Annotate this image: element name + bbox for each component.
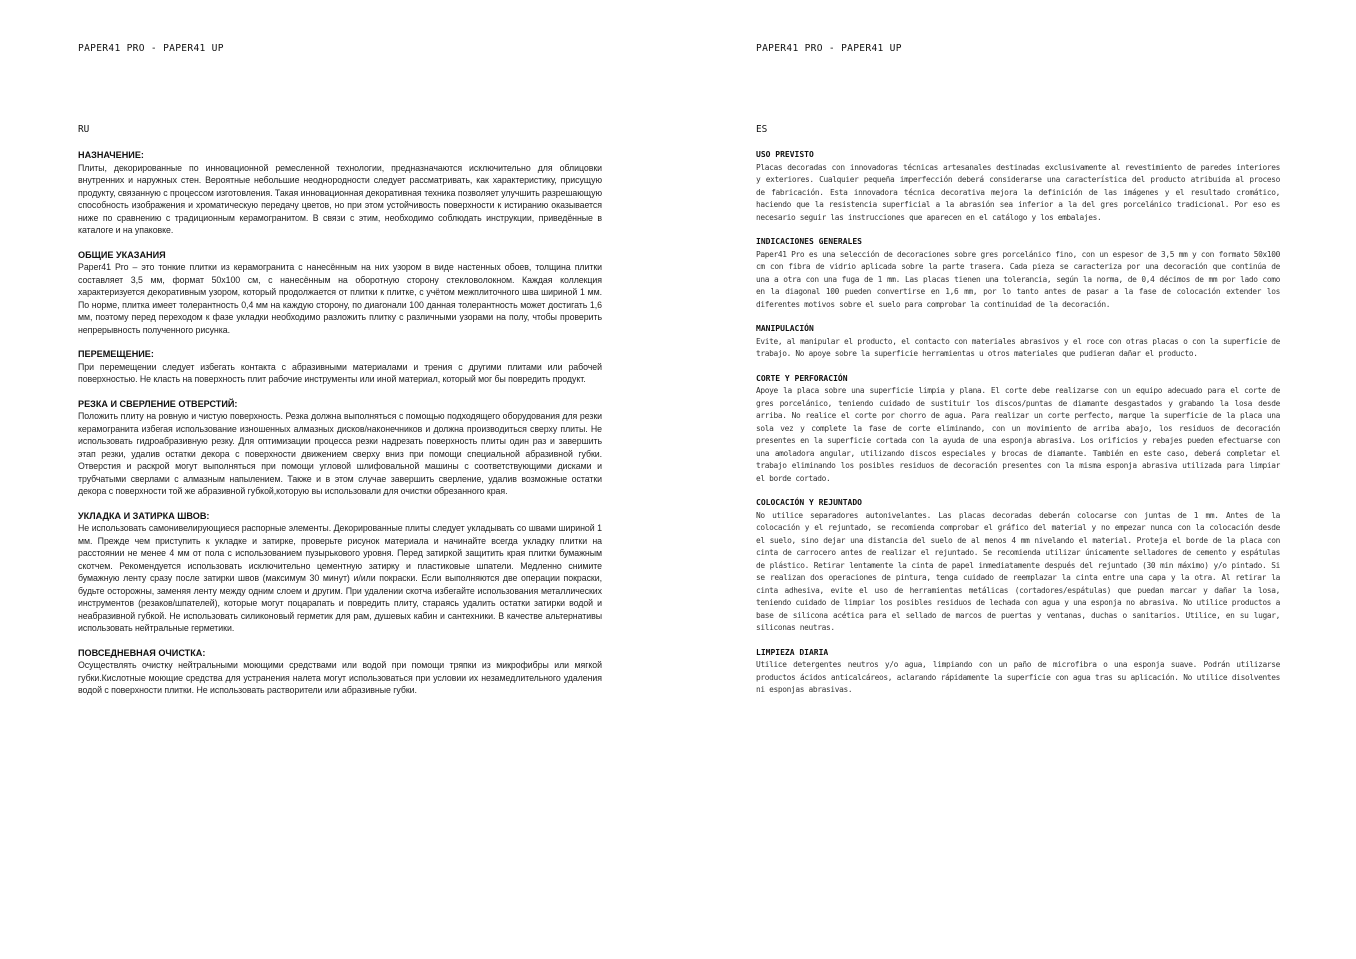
ru-section-handling	[78, 348, 602, 386]
es-section-intended-use	[756, 149, 1280, 224]
es-section-handling	[756, 323, 1280, 361]
section-text: No utilice separadores autonivelantes. Las placas decoradas deberán colocarse con juntas de 1 mm. Antes de la colocación y el rejuntado, se recomienda comprobar el gráfico del material y no empezar nunca con la colocación desde el suelo, sino dejar una distancia del suelo de al menos 4 mm nivelando el material. Proteja el borde de la placa con cinta de carrocero antes de realizar el rejuntado. Se recomienda utilizar únicamente selladores de cemento y espátulas de plástico. Retirar lentamente la cinta de papel inmediatamente después del rejuntado (30 min máximo) y/o pintado. Si se realizan dos operaciones de pintura, tenga cuidado de reemplazar la cinta entre una capa y la otra. Al retirar la cinta adhesiva, evite el uso de herramientas metálicas (cortadores/espátulas) que puedan marcar y dañar la losa, teniendo cuidado de limpiar los posibles residuos de lechada con agua y una esponja no abrasiva. No utilice productos a base de silicona acética para el sellado de marcos de puertas y ventanas, duchas o sanitarios. Utilice, en su lugar, siliconas neutras.	[756, 510, 1280, 632]
ru-section-general	[78, 249, 602, 337]
section-text: При перемещении следует избегать контакта с абразивными материалами и трения с другими плитами или рабочей поверхностью. Не класть на поверхность плит рабочие инструменты или иной материал, который мог бы повредить продукт.	[78, 361, 602, 384]
section-title: CORTE Y PERFORACIÓN	[756, 373, 848, 383]
section-text: Evite, al manipular el producto, el contacto con materiales abrasivos y el roce con otras placas o con la superficie de trabajo. No apoye sobre la superficie herramientas u otros materiales que pudieran dañar el producto.	[756, 336, 1280, 358]
ru-section-cleaning	[78, 647, 602, 697]
ru-body	[78, 149, 602, 709]
running-header-right: PAPER41 PRO - PAPER41 UP	[756, 43, 902, 54]
section-title: НАЗНАЧЕНИЕ:	[78, 150, 144, 160]
ru-section-intended-use	[78, 149, 602, 237]
section-text: Paper41 Pro – это тонкие плитки из керамогранита с нанесённым на них узором в виде настенных обоев, толщина плитки составляет 3,5 мм, формат 50x100 см, с нанесённым на оборотную сторону стекловолокном. Каждая коллекция характеризуется декоративным узором, который продолжается от плитки к плитке, с учётом межплиточного шва шириной 1 мм. По норме, плитка имеет толерантность 0,4 мм на каждую сторону, по диагонали 100 данная толерантность может достигать 1,6 мм, поэтому перед переходом к фазе укладки необходимо разложить плитку с различными узорами на полу, чтобы проверить непрерывность полученного рисунка.	[78, 262, 602, 335]
es-section-laying	[756, 497, 1280, 635]
ru-section-cutting	[78, 398, 602, 498]
section-text: Apoye la placa sobre una superficie limpia y plana. El corte debe realizarse con un equipo adecuado para el corte de gres porcelánico, teniendo cuidado de sustituir los discos/puntas de diamante desgastados y grabando la losa desde arriba. No realice el corte por chorro de agua. Para realizar un corte perfecto, marque la superficie de la placa una sola vez y complete la fase de corte eliminando, con un movimiento de arriba abajo, los residuos de decoración presentes en la superficie cortada con la ayuda de una esponja abrasiva. Los orificios y rebajes pueden efectuarse con una amoladora angular, utilizando discos especiales y brocas de diamante. También en este caso, deberá completar el trabajo eliminando los posibles residuos de decoración presentes con la misma esponja abrasiva utilizada para limpiar el borde cortado.	[756, 386, 1280, 483]
section-title: УКЛАДКА И ЗАТИРКА ШВОВ:	[78, 510, 210, 521]
es-section-cleaning	[756, 647, 1280, 697]
es-section-cutting	[756, 373, 1280, 486]
es-section-general	[756, 236, 1280, 311]
language-code-ru: RU	[78, 124, 90, 135]
section-text: Положить плиту на ровную и чистую поверхность. Резка должна выполняться с помощью подходящего оборудования для резки керамогранита избегая использование изношенных алмазных дисков/наконечников и должна производиться сверху плиты. Не использовать гидроабразивную резку. Для оптимизации процесса резки надрезать поверхность плиты один раз и завершить этап резки, удалив остатки декора с поверхности движением сверху вниз при помощи специальной абразивной губки. Отверстия и раскрой могут выполняться при помощи угловой шлифовальной машины с соответствующими дисками и трубчатыми сверлами с алмазным напылением. Также и в этом случае завершить сверление, удалив возможные остатки декора с поверхности той же абразивной губкой,которую вы использовали для очистки обрезанного края.	[78, 411, 602, 496]
es-body	[756, 149, 1280, 709]
section-title: USO PREVISTO	[756, 150, 814, 159]
section-title: ПОВСЕДНЕВНАЯ ОЧИСТКА:	[78, 647, 206, 658]
section-title: LIMPIEZA DIARIA	[756, 647, 829, 657]
running-header-left: PAPER41 PRO - PAPER41 UP	[78, 43, 224, 54]
section-title: ПЕРЕМЕЩЕНИЕ:	[78, 349, 154, 359]
section-text: Не использовать самонивелирующиеся распорные элементы. Декорированные плиты следует укладывать со швами шириной 1 мм. Прежде чем приступить к укладке и затирке, проверьте рисунок материала и начинайте всегда укладку плитки на расстоянии не менее 4 мм от пола с использованием пузырькового уровня. Перед затиркой защитить края плитки бумажным скотчем. Рекомендуется использовать исключительно цементную затирку и пластиковые шпатели. Медленно снимите бумажную ленту сразу после затирки швов (максимум 30 минут) и/или покраски. Если выполняются две операции покраски, будьте осторожны, заменяя ленту между одним слоем и другим. При удалении скотча избегайте использования металлических инструментов (резаков/шпателей), которые могут поцарапать и повредить плиту, стараясь удалить остатки затирки водой и неабразивной губкой. Не использовать силиконовый герметик для рам, душевых кабин и сантехники. В качестве альтернативы использовать нейтральные герметики.	[78, 523, 602, 633]
section-title: ОБЩИЕ УКАЗАНИЯ	[78, 249, 166, 260]
page-ru	[78, 0, 602, 959]
section-title: РЕЗКА И СВЕРЛЕНИЕ ОТВЕРСТИЙ:	[78, 398, 238, 409]
section-text: Utilice detergentes neutros y/o agua, limpiando con un paño de microfibra o una esponja suave. Podrán utilizarse productos ácidos anticalcáreos, aclarando rápidamente la superficie con agua tras su aplicación. No utilice disolventes ni esponjas abrasivas.	[756, 660, 1280, 694]
section-text: Плиты, декорированные по инновационной ремесленной технологии, предназначаются исключительно для облицовки внутренних и наружных стен. Вероятные небольшие неоднородности следует рассматривать, как характеристику, присущую продукту, связанную с процессом изготовления. Такая инновационная декоративная техника позволяет улучшить разрешающую способность изображения и хроматическую передачу цветов, но при этом устойчивость поверхности к истиранию оказывается ниже по сравнению с традиционным керамогранитом. В связи с этим, необходимо соблюдать инструкции, приведённые в каталоге и на упаковке.	[78, 162, 602, 235]
ru-section-laying	[78, 510, 602, 635]
page-es	[756, 0, 1280, 959]
section-title: COLOCACIÓN Y REJUNTADO	[756, 498, 862, 507]
section-title: INDICACIONES GENERALES	[756, 237, 862, 246]
section-text: Placas decoradas con innovadoras técnicas artesanales destinadas exclusivamente al revestimiento de paredes interiores y exteriores. Cualquier pequeña imperfección deberá considerarse una característica del producto atribuida al proceso de fabricación. Esta innovadora técnica decorativa mejora la definición de las imágenes y el resultado cromático, haciendo que la resistencia superficial a la abrasión sea inferior a la del gres porcelánico tradicional. Por eso es necesario seguir las instrucciones que aparecen en el catálogo y los embalajes.	[756, 162, 1280, 222]
section-text: Осуществлять очистку нейтральными моющими средствами или водой при помощи тряпки из микрофибры или мягкой губки.Кислотные моющие средства для устранения налета могут использоваться при условии их незамедлительного удаления водой с поверхности плитки. Не использовать растворители или абразивные губки.	[78, 660, 602, 695]
language-code-es: ES	[756, 124, 768, 135]
section-text: Paper41 Pro es una selección de decoraciones sobre gres porcelánico fino, con un espesor de 3,5 mm y con formato 50x100 cm con fibra de vidrio aplicada sobre la parte trasera. Cada pieza se caracteriza por una decoración que continúa de una a otra con una fuga de 1 mm. Las placas tienen una tolerancia, según la norma, de 0,4 décimos de mm por lado como en la diagonal 100 pueden convertirse en 1,6 mm, por lo tanto antes de pasar a la fase de colocación extender los diferentes motivos sobre el suelo para comprobar la continuidad de la decoración.	[756, 249, 1280, 309]
section-title: MANIPULACIÓN	[756, 324, 814, 333]
